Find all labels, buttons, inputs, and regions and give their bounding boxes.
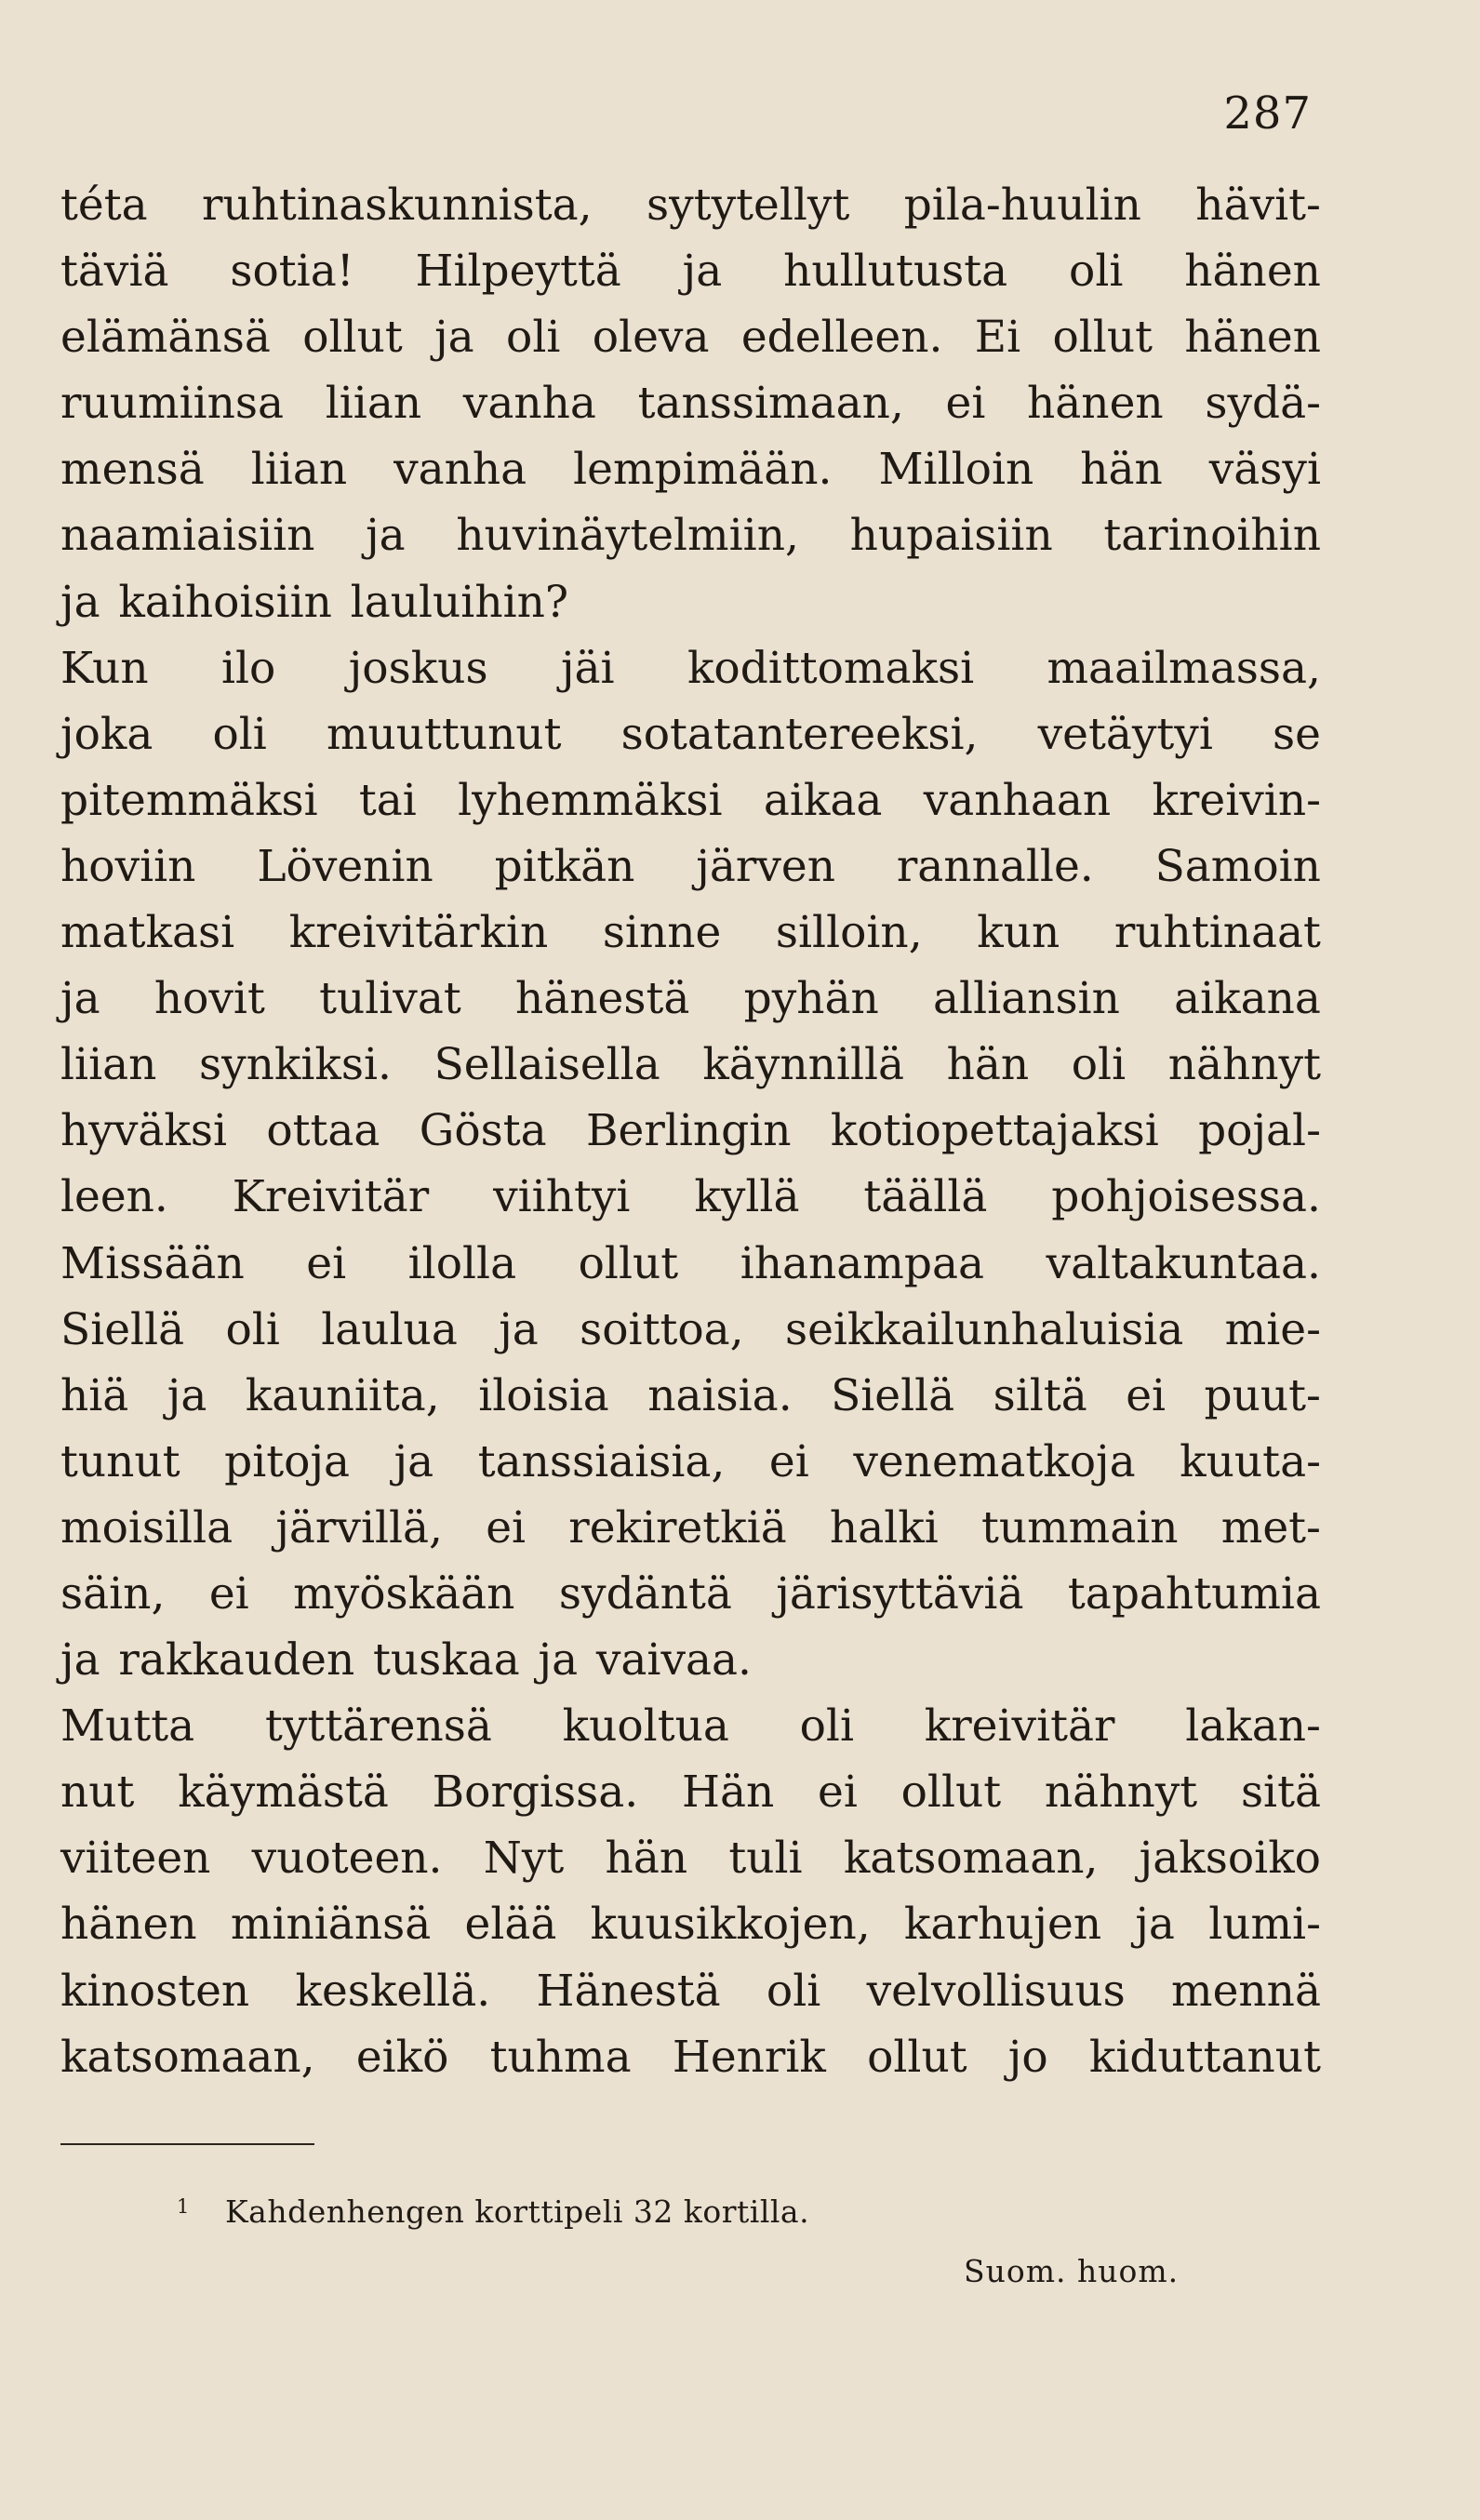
word: Hänestä	[536, 1965, 721, 2017]
text-line	[60, 370, 1321, 436]
word: hävit-	[1195, 180, 1321, 231]
word: Missään	[60, 1237, 245, 1289]
word: miniänsä	[230, 1899, 432, 1951]
word: tai	[358, 774, 417, 826]
word: ei	[818, 1767, 858, 1819]
word: ja	[1135, 1899, 1175, 1951]
word: vanha	[393, 444, 527, 496]
word: mensä	[60, 444, 205, 496]
word: ja	[393, 1435, 434, 1487]
text-line	[60, 1098, 1321, 1164]
word: täviä	[60, 246, 169, 298]
word: hyväksi	[60, 1105, 228, 1157]
word: hovit	[153, 973, 265, 1025]
word: silloin,	[775, 907, 923, 959]
word: oli	[1069, 246, 1124, 298]
word: velvollisuus	[866, 1965, 1126, 2017]
word: kreivitär	[924, 1700, 1115, 1753]
text-line	[60, 1164, 1321, 1230]
word: jo	[1007, 2031, 1048, 2083]
word: Sellaisella	[433, 1039, 660, 1091]
word: tapahtumia	[1067, 1567, 1321, 1620]
word: kaihoisiin	[118, 576, 332, 628]
text-line	[60, 172, 1321, 238]
word: tarinoihin	[1103, 510, 1321, 562]
word: lempimään.	[573, 444, 833, 496]
word: rekiretkiä	[568, 1501, 787, 1553]
word: vetäytyi	[1037, 708, 1213, 760]
word: hiä	[60, 1369, 129, 1421]
word: halki	[829, 1501, 939, 1553]
text-line	[60, 701, 1321, 767]
word: pitoja	[224, 1435, 351, 1487]
word: ei	[768, 1435, 809, 1487]
word: karhujen	[903, 1899, 1102, 1951]
word: järven	[696, 840, 835, 892]
word: vuoteen.	[251, 1833, 443, 1885]
word: Berlingin	[585, 1105, 792, 1157]
text-line	[60, 304, 1321, 370]
word: ja	[538, 1634, 579, 1687]
text-line	[60, 1297, 1321, 1363]
text-line	[60, 1693, 1321, 1759]
text-line	[60, 966, 1321, 1032]
word: liian	[250, 444, 348, 496]
word: Hän	[681, 1767, 775, 1819]
word: ei	[1126, 1369, 1167, 1421]
text-line	[60, 1495, 1321, 1561]
word: liian	[60, 1039, 157, 1091]
word: käynnillä	[702, 1039, 905, 1091]
text-line	[60, 238, 1321, 304]
word: puut-	[1204, 1369, 1321, 1421]
word: ja	[499, 1303, 539, 1355]
word: téta	[60, 180, 148, 231]
word: sinne	[602, 907, 722, 959]
word: kotiopettajaksi	[830, 1105, 1159, 1157]
word: ollut	[578, 1237, 679, 1289]
word: tulivat	[319, 973, 461, 1025]
word: ei	[306, 1237, 347, 1289]
word: leen.	[60, 1171, 168, 1223]
word: kodittomaksi	[687, 642, 975, 694]
text-line	[60, 900, 1321, 966]
word: rakkauden	[118, 1634, 355, 1687]
word: järvillä,	[275, 1501, 443, 1553]
word: hän	[1080, 444, 1163, 496]
page-number: 287	[1223, 87, 1312, 140]
word: tummain	[980, 1501, 1179, 1553]
text-line	[60, 1891, 1321, 1957]
word: venematkoja	[853, 1435, 1136, 1487]
word: Borgissa.	[432, 1767, 639, 1819]
word: hän	[605, 1833, 688, 1885]
word: sotia!	[230, 246, 354, 298]
word: iloisia	[478, 1369, 609, 1421]
word: Nyt	[483, 1833, 565, 1885]
word: kiduttanut	[1088, 2031, 1321, 2083]
word: naamiaisiin	[60, 510, 315, 562]
body-text	[60, 172, 1321, 2090]
word: ei	[945, 378, 986, 430]
word: pohjoisessa.	[1051, 1171, 1321, 1223]
word: ja	[434, 312, 474, 364]
word: kreivin-	[1152, 774, 1321, 826]
word: sitä	[1240, 1767, 1321, 1819]
text-line	[60, 1825, 1321, 1891]
word: ollut	[867, 2031, 967, 2083]
word: synkiksi.	[198, 1039, 392, 1091]
word: met-	[1220, 1501, 1321, 1553]
word: kuoltua	[562, 1700, 729, 1753]
word: kinosten	[60, 1965, 250, 2017]
word: Kreivitär	[232, 1171, 430, 1223]
word: hänen	[60, 1899, 197, 1951]
word: sytytellyt	[647, 180, 850, 231]
word: ja	[366, 510, 406, 562]
word: hänen	[1027, 378, 1164, 430]
footnote-signature: Suom. huom.	[964, 2253, 1180, 2289]
word: liian	[325, 378, 422, 430]
word: Kun	[60, 642, 149, 694]
word: Siellä	[60, 1303, 185, 1355]
word: kyllä	[694, 1171, 800, 1223]
word: viihtyi	[493, 1171, 631, 1223]
word: lumi-	[1208, 1899, 1321, 1951]
word: myöskään	[293, 1567, 515, 1620]
word: säin,	[60, 1567, 166, 1620]
word: sydä-	[1205, 378, 1321, 430]
word: ottaa	[266, 1105, 380, 1157]
word: pojal-	[1198, 1105, 1321, 1157]
word: oli	[212, 708, 267, 760]
word: käymästä	[178, 1767, 389, 1819]
word: vanhaan	[923, 774, 1112, 826]
word: keskellä.	[295, 1965, 491, 2017]
word: joskus	[348, 642, 488, 694]
word: tyttärensä	[264, 1700, 492, 1753]
word: tuli	[728, 1833, 803, 1885]
word: kauniita,	[245, 1369, 440, 1421]
text-line	[60, 1627, 1321, 1693]
word: Samoin	[1154, 840, 1321, 892]
word: ruumiinsa	[60, 378, 285, 430]
text-line	[60, 635, 1321, 701]
text-line	[60, 767, 1321, 833]
word: pitkän	[494, 840, 635, 892]
word: tanssimaan,	[637, 378, 904, 430]
word: seikkailunhaluisia	[784, 1303, 1184, 1355]
word: elää	[464, 1899, 557, 1951]
word: eikö	[355, 2031, 449, 2083]
text-line	[60, 502, 1321, 568]
word: täällä	[863, 1171, 988, 1223]
word: siltä	[993, 1369, 1087, 1421]
text-line	[60, 2024, 1321, 2090]
word: kun	[977, 907, 1060, 959]
word: ollut	[900, 1767, 1002, 1819]
text-line	[60, 1429, 1321, 1495]
footnote-text: Kahdenhengen korttipeli 32 kortilla.	[225, 2193, 810, 2230]
word: katsomaan,	[60, 2031, 315, 2083]
word: lauluihin?	[350, 576, 569, 628]
word: soittoa,	[580, 1303, 744, 1355]
word: oli	[799, 1700, 854, 1753]
word: oli	[225, 1303, 280, 1355]
word: lakan-	[1185, 1700, 1321, 1753]
word: aikana	[1174, 973, 1321, 1025]
word: tuskaa	[372, 1634, 520, 1687]
word: huvinäytelmiin,	[456, 510, 799, 562]
word: se	[1273, 708, 1321, 760]
word: laulua	[321, 1303, 458, 1355]
word: Gösta	[419, 1105, 547, 1157]
word: ja	[60, 973, 100, 1025]
text-line	[60, 1759, 1321, 1825]
footnote-mark: 1	[177, 2195, 190, 2218]
word: moisilla	[60, 1501, 233, 1553]
word: valtakuntaa.	[1046, 1237, 1321, 1289]
word: oli	[766, 1965, 821, 2017]
word: hoviin	[60, 840, 196, 892]
word: aikaa	[763, 774, 883, 826]
text-line	[60, 833, 1321, 900]
word: ilo	[220, 642, 276, 694]
word: hänen	[1184, 246, 1321, 298]
word: sotatantereeksi,	[620, 708, 979, 760]
word: järisyttäviä	[776, 1567, 1024, 1620]
word: lyhemmäksi	[458, 774, 723, 826]
footnote	[177, 2193, 810, 2231]
word: viiteen	[60, 1833, 211, 1885]
word: matkasi	[60, 907, 235, 959]
word: tanssiaisia,	[477, 1435, 726, 1487]
text-line	[60, 1231, 1321, 1297]
word: hän	[946, 1039, 1030, 1091]
word: mie-	[1224, 1303, 1321, 1355]
word: nähnyt	[1167, 1039, 1321, 1091]
word: edelleen.	[740, 312, 943, 364]
word: maailmassa,	[1047, 642, 1321, 694]
word: ei	[486, 1501, 527, 1553]
word: Lövenin	[257, 840, 433, 892]
word: Milloin	[878, 444, 1034, 496]
word: tunut	[60, 1435, 180, 1487]
word: hänestä	[514, 973, 690, 1025]
word: pila-huulin	[903, 180, 1141, 231]
word: vaivaa.	[595, 1634, 752, 1687]
word: ja	[60, 576, 100, 628]
word: ja	[167, 1369, 207, 1421]
word: alliansin	[933, 973, 1120, 1025]
word: tuhma	[489, 2031, 632, 2083]
word: ja	[60, 1634, 100, 1687]
word: jaksoiko	[1139, 1833, 1321, 1885]
word: ruhtinaskunnista,	[202, 180, 593, 231]
word: Hilpeyttä	[415, 246, 621, 298]
word: ei	[208, 1567, 249, 1620]
word: Mutta	[60, 1700, 195, 1753]
word: ilolla	[407, 1237, 517, 1289]
word: oleva	[592, 312, 710, 364]
word: ja	[682, 246, 723, 298]
word: katsomaan,	[843, 1833, 1099, 1885]
word: kuuta-	[1180, 1435, 1321, 1487]
word: naisia.	[647, 1369, 793, 1421]
text-line	[60, 1032, 1321, 1098]
word: pitemmäksi	[60, 774, 318, 826]
footnote-separator	[60, 2143, 314, 2145]
word: Henrik	[672, 2031, 826, 2083]
word: joka	[60, 708, 153, 760]
word: hupaisiin	[849, 510, 1053, 562]
word: ihanampaa	[740, 1237, 984, 1289]
word: elämänsä	[60, 312, 271, 364]
word: ollut	[1052, 312, 1153, 364]
text-line	[60, 1958, 1321, 2024]
word: mennä	[1171, 1965, 1321, 2017]
word: oli	[1071, 1039, 1127, 1091]
text-line	[60, 569, 1321, 635]
word: kreivitärkin	[288, 907, 549, 959]
word: muuttunut	[326, 708, 562, 760]
word: Ei	[974, 312, 1021, 364]
word: sydäntä	[558, 1567, 732, 1620]
text-line	[60, 1561, 1321, 1627]
word: väsyi	[1208, 444, 1321, 496]
word: hullutusta	[783, 246, 1008, 298]
word: kuusikkojen,	[590, 1899, 871, 1951]
word: oli	[506, 312, 561, 364]
word: hänen	[1184, 312, 1321, 364]
word: jäi	[560, 642, 615, 694]
word: nähnyt	[1044, 1767, 1198, 1819]
word: vanha	[462, 378, 596, 430]
word: rannalle.	[896, 840, 1094, 892]
text-line	[60, 1363, 1321, 1429]
word: pyhän	[743, 973, 879, 1025]
word: Siellä	[831, 1369, 955, 1421]
word: ollut	[302, 312, 403, 364]
word: ruhtinaat	[1113, 907, 1321, 959]
word: nut	[60, 1767, 135, 1819]
text-line	[60, 436, 1321, 502]
